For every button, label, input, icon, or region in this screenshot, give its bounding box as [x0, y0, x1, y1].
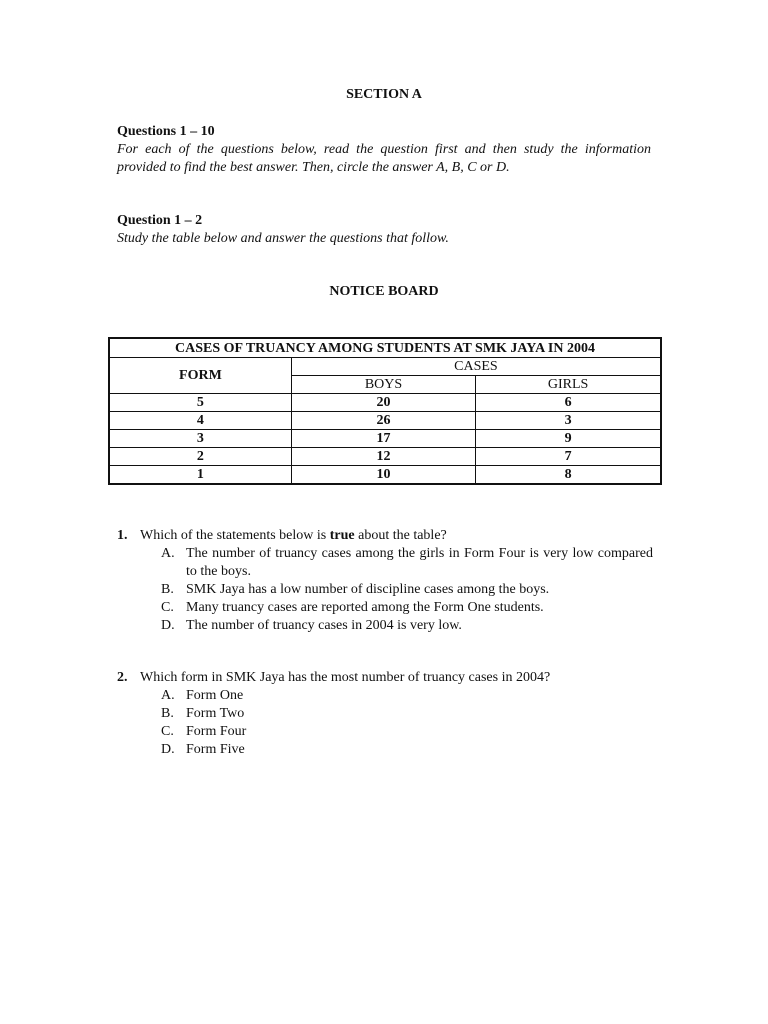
answer-options	[161, 687, 653, 759]
girls-cell: 7	[476, 448, 661, 466]
group-instruction: Study the table below and answer the questions that follow.	[117, 231, 449, 246]
girls-header: GIRLS	[476, 376, 661, 394]
option-c[interactable]	[161, 723, 653, 741]
boys-cell: 10	[291, 466, 475, 485]
question-number: 2.	[117, 670, 128, 685]
option-d[interactable]	[161, 741, 653, 759]
option-text: The number of truancy cases in 2004 is very low.	[186, 618, 462, 633]
question-2	[117, 669, 657, 759]
option-letter: A.	[161, 688, 175, 703]
cases-header: CASES	[291, 358, 661, 376]
option-b[interactable]	[161, 581, 653, 599]
boys-cell: 12	[291, 448, 475, 466]
group-heading: Question 1 – 2	[117, 213, 203, 228]
question-text: Which of the statements below is true about the table?	[140, 528, 447, 543]
option-text: Many truancy cases are reported among the Form One students.	[186, 600, 544, 615]
option-letter: B.	[161, 706, 174, 721]
option-b[interactable]	[161, 705, 653, 723]
form-header: FORM	[109, 358, 291, 394]
option-letter: D.	[161, 618, 175, 633]
truancy-table	[108, 337, 662, 485]
option-text: Form Five	[186, 742, 245, 757]
form-cell: 4	[109, 412, 291, 430]
form-cell: 5	[109, 394, 291, 412]
option-letter: B.	[161, 582, 174, 597]
table-row	[109, 412, 661, 430]
option-text: Form One	[186, 688, 244, 703]
option-letter: C.	[161, 724, 174, 739]
option-a[interactable]	[161, 545, 653, 581]
option-text: SMK Jaya has a low number of discipline cases among the boys.	[186, 582, 550, 597]
question-number: 1.	[117, 528, 128, 543]
form-cell: 3	[109, 430, 291, 448]
form-cell: 1	[109, 466, 291, 485]
notice-board-title: NOTICE BOARD	[329, 284, 439, 299]
table-row	[109, 430, 661, 448]
option-a[interactable]	[161, 687, 653, 705]
table-caption: CASES OF TRUANCY AMONG STUDENTS AT SMK JAYA IN 2004	[109, 338, 661, 358]
intro-heading: Questions 1 – 10	[117, 124, 215, 139]
boys-header: BOYS	[291, 376, 475, 394]
question-text: Which form in SMK Jaya has the most number of truancy cases in 2004?	[140, 670, 551, 685]
option-c[interactable]	[161, 599, 653, 617]
intro-instruction: For each of the questions below, read the question first and then study the information provided to find the best answer. Then, circle the answer A, B, C or D.	[117, 142, 651, 175]
girls-cell: 8	[476, 466, 661, 485]
intro-block	[117, 123, 651, 177]
question-group-block	[117, 212, 651, 248]
option-d[interactable]	[161, 617, 653, 635]
girls-cell: 6	[476, 394, 661, 412]
answer-options	[161, 545, 653, 635]
form-cell: 2	[109, 448, 291, 466]
section-title: SECTION A	[346, 87, 422, 102]
boys-cell: 26	[291, 412, 475, 430]
table-row	[109, 394, 661, 412]
girls-cell: 3	[476, 412, 661, 430]
table-row	[109, 466, 661, 485]
question-1	[117, 527, 657, 635]
option-text: Form Two	[186, 706, 245, 721]
option-letter: A.	[161, 546, 175, 561]
boys-cell: 20	[291, 394, 475, 412]
girls-cell: 9	[476, 430, 661, 448]
option-text: The number of truancy cases among the girls in Form Four is very low compared to the boys.	[186, 546, 653, 579]
option-text: Form Four	[186, 724, 247, 739]
table-row	[109, 448, 661, 466]
option-letter: C.	[161, 600, 174, 615]
boys-cell: 17	[291, 430, 475, 448]
option-letter: D.	[161, 742, 175, 757]
